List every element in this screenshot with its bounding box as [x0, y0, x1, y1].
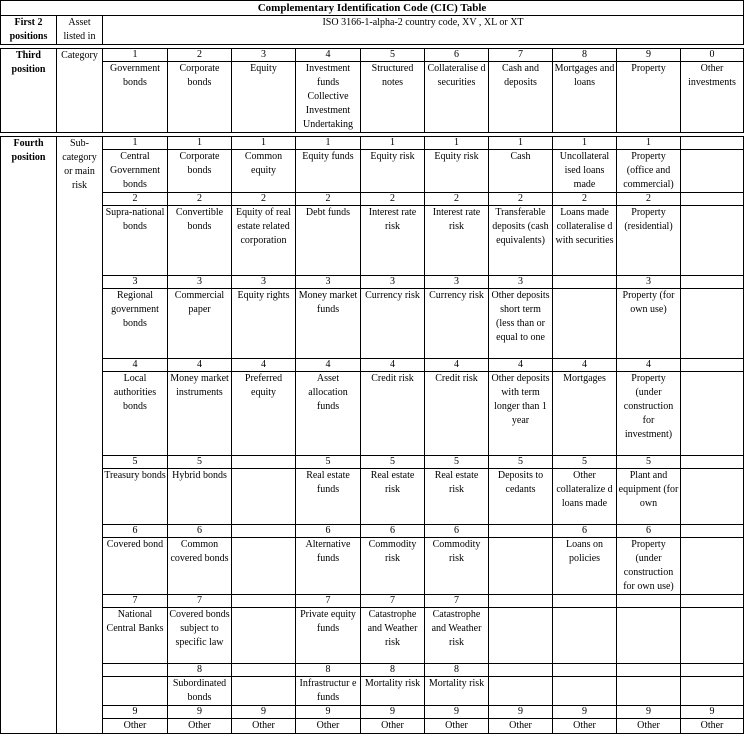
fourth-code: 6 [553, 525, 617, 538]
fourth-subcategory-name: Real estate funds [296, 469, 361, 525]
fourth-subcategory-name [232, 608, 296, 664]
fourth-subcategory-name: Transferable deposits (cash equivalents) [489, 206, 553, 276]
fourth-code [553, 595, 617, 608]
fourth-code: 9 [168, 706, 232, 719]
third-category-name: Investment funds Collective Investment Undertaking [296, 62, 361, 133]
fourth-subcategory-name: Other [296, 719, 361, 734]
third-category-name: Other investments [681, 62, 744, 133]
fourth-code: 8 [361, 664, 425, 677]
fourth-subcategory-name: Real estate risk [425, 469, 489, 525]
fourth-code: 3 [425, 276, 489, 289]
fourth-subcategory-name [232, 677, 296, 706]
fourth-code [617, 664, 681, 677]
third-code: 4 [296, 49, 361, 62]
fourth-subcategory-name: Mortality risk [361, 677, 425, 706]
fourth-code [232, 595, 296, 608]
fourth-subcategory-name: Catastrophe and Weather risk [361, 608, 425, 664]
third-code: 2 [168, 49, 232, 62]
fourth-code: 4 [617, 359, 681, 372]
third-position-label: Third position [1, 49, 57, 133]
fourth-subcategory-name: Mortgages [553, 372, 617, 456]
third-code: 5 [361, 49, 425, 62]
third-code: 3 [232, 49, 296, 62]
fourth-subcategory-name [489, 538, 553, 595]
fourth-subcategory-name [553, 608, 617, 664]
third-category-name: Structured notes [361, 62, 425, 133]
fourth-code: 2 [489, 193, 553, 206]
fourth-subcategory-name: Supra-national bonds [103, 206, 168, 276]
fourth-code: 1 [617, 137, 681, 150]
fourth-subcategory-name [681, 677, 744, 706]
fourth-code: 3 [489, 276, 553, 289]
country-code-spec: ISO 3166-1-alpha-2 country code, XV , XL or XT [103, 16, 744, 45]
fourth-code: 9 [425, 706, 489, 719]
fourth-code: 5 [425, 456, 489, 469]
third-category-name: Corporate bonds [168, 62, 232, 133]
third-category-name: Cash and deposits [489, 62, 553, 133]
fourth-subcategory-name: Plant and equipment (for own [617, 469, 681, 525]
fourth-code: 3 [617, 276, 681, 289]
fourth-subcategory-name: Money market instruments [168, 372, 232, 456]
fourth-code: 4 [553, 359, 617, 372]
fourth-code [617, 595, 681, 608]
fourth-subcategory-name: Equity rights [232, 289, 296, 359]
fourth-code: 1 [489, 137, 553, 150]
fourth-subcategory-name: Property (under construction for own use) [617, 538, 681, 595]
fourth-code: 2 [425, 193, 489, 206]
fourth-subcategory-name: Other [489, 719, 553, 734]
fourth-subcategory-name: Debt funds [296, 206, 361, 276]
third-category-name: Equity [232, 62, 296, 133]
fourth-subcategory-name: Equity risk [425, 150, 489, 193]
fourth-subcategory-name: Local authorities bonds [103, 372, 168, 456]
fourth-code: 4 [103, 359, 168, 372]
fourth-code: 6 [103, 525, 168, 538]
first-two-positions-label: First 2 positions [1, 16, 57, 45]
fourth-code [681, 525, 744, 538]
fourth-subcategory-name: Private equity funds [296, 608, 361, 664]
fourth-code: 9 [361, 706, 425, 719]
fourth-subcategory-name: National Central Banks [103, 608, 168, 664]
fourth-code: 5 [489, 456, 553, 469]
fourth-code: 6 [425, 525, 489, 538]
fourth-code [103, 664, 168, 677]
fourth-code: 1 [361, 137, 425, 150]
fourth-code: 1 [103, 137, 168, 150]
fourth-subcategory-name: Other deposits with term longer than 1 year [489, 372, 553, 456]
fourth-subcategory-name: Subordinated bonds [168, 677, 232, 706]
fourth-subcategory-name: Preferred equity [232, 372, 296, 456]
fourth-subcategory-name [617, 677, 681, 706]
fourth-subcategory-name: Money market funds [296, 289, 361, 359]
fourth-subcategory-name: Credit risk [425, 372, 489, 456]
fourth-code: 6 [296, 525, 361, 538]
table-title: Complementary Identification Code (CIC) Table [1, 1, 744, 16]
fourth-code: 1 [232, 137, 296, 150]
third-code: 7 [489, 49, 553, 62]
fourth-subcategory-name: Cash [489, 150, 553, 193]
fourth-subcategory-name: Property (residential) [617, 206, 681, 276]
fourth-subcategory-name [681, 289, 744, 359]
fourth-subcategory-name: Mortality risk [425, 677, 489, 706]
fourth-position-label: Fourth position [1, 137, 57, 734]
fourth-code: 7 [425, 595, 489, 608]
fourth-subcategory-name: Property (under construction for investment) [617, 372, 681, 456]
fourth-subcategory-name: Central Government bonds [103, 150, 168, 193]
fourth-subcategory-name: Other [617, 719, 681, 734]
category-label: Category [57, 49, 103, 133]
fourth-subcategory-name: Hybrid bonds [168, 469, 232, 525]
fourth-code [681, 456, 744, 469]
fourth-code: 6 [168, 525, 232, 538]
fourth-subcategory-name: Common covered bonds [168, 538, 232, 595]
fourth-subcategory-name [232, 469, 296, 525]
fourth-code: 2 [296, 193, 361, 206]
fourth-subcategory-name [681, 206, 744, 276]
fourth-subcategory-name: Real estate risk [361, 469, 425, 525]
third-category-name: Mortgages and loans [553, 62, 617, 133]
fourth-subcategory-name: Other [103, 719, 168, 734]
fourth-subcategory-name: Other [232, 719, 296, 734]
fourth-subcategory-name: Other deposits short term (less than or equal to one [489, 289, 553, 359]
fourth-subcategory-name: Equity funds [296, 150, 361, 193]
fourth-subcategory-name [103, 677, 168, 706]
fourth-code: 2 [617, 193, 681, 206]
third-code: 0 [681, 49, 744, 62]
fourth-code: 4 [489, 359, 553, 372]
fourth-subcategory-name: Loans on policies [553, 538, 617, 595]
fourth-code [681, 664, 744, 677]
fourth-code [553, 276, 617, 289]
fourth-subcategory-name: Other [168, 719, 232, 734]
fourth-subcategory-name: Infrastructur e funds [296, 677, 361, 706]
fourth-code [553, 664, 617, 677]
fourth-subcategory-name: Currency risk [425, 289, 489, 359]
fourth-code: 4 [296, 359, 361, 372]
fourth-code [489, 664, 553, 677]
fourth-subcategory-name [681, 150, 744, 193]
fourth-subcategory-name: Deposits to cedants [489, 469, 553, 525]
fourth-subcategory-name: Commodity risk [361, 538, 425, 595]
fourth-code: 6 [361, 525, 425, 538]
fourth-subcategory-name: Regional government bonds [103, 289, 168, 359]
fourth-subcategory-name: Common equity [232, 150, 296, 193]
fourth-code: 9 [681, 706, 744, 719]
fourth-code: 4 [425, 359, 489, 372]
fourth-subcategory-name: Corporate bonds [168, 150, 232, 193]
fourth-code: 1 [425, 137, 489, 150]
fourth-code: 9 [103, 706, 168, 719]
fourth-code [232, 456, 296, 469]
fourth-subcategory-name: Interest rate risk [425, 206, 489, 276]
fourth-code [681, 359, 744, 372]
fourth-code: 1 [553, 137, 617, 150]
fourth-code: 8 [425, 664, 489, 677]
fourth-subcategory-name: Catastrophe and Weather risk [425, 608, 489, 664]
fourth-code: 3 [103, 276, 168, 289]
fourth-subcategory-name: Uncollateral ised loans made [553, 150, 617, 193]
fourth-code: 9 [489, 706, 553, 719]
fourth-subcategory-name: Interest rate risk [361, 206, 425, 276]
fourth-code [232, 664, 296, 677]
fourth-code: 4 [232, 359, 296, 372]
fourth-code [681, 595, 744, 608]
fourth-code: 5 [553, 456, 617, 469]
third-category-name: Collateralise d securities [425, 62, 489, 133]
fourth-subcategory-name [553, 677, 617, 706]
fourth-code: 7 [296, 595, 361, 608]
fourth-code: 2 [168, 193, 232, 206]
fourth-subcategory-name: Commodity risk [425, 538, 489, 595]
fourth-subcategory-name [681, 608, 744, 664]
fourth-code: 7 [103, 595, 168, 608]
third-code: 6 [425, 49, 489, 62]
fourth-subcategory-name [681, 538, 744, 595]
fourth-code: 9 [296, 706, 361, 719]
fourth-code: 1 [296, 137, 361, 150]
fourth-position-body [1, 137, 744, 734]
fourth-subcategory-name [681, 469, 744, 525]
fourth-subcategory-name: Treasury bonds [103, 469, 168, 525]
fourth-subcategory-name: Alternative funds [296, 538, 361, 595]
fourth-code: 3 [361, 276, 425, 289]
fourth-subcategory-name [617, 608, 681, 664]
asset-listed-label: Asset listed in [57, 16, 103, 45]
fourth-code [681, 276, 744, 289]
fourth-code [232, 525, 296, 538]
fourth-code [681, 137, 744, 150]
fourth-code: 3 [296, 276, 361, 289]
fourth-code: 9 [553, 706, 617, 719]
fourth-subcategory-name: Convertible bonds [168, 206, 232, 276]
fourth-code: 5 [103, 456, 168, 469]
fourth-code: 4 [361, 359, 425, 372]
fourth-code: 2 [103, 193, 168, 206]
fourth-code: 2 [553, 193, 617, 206]
fourth-subcategory-name: Credit risk [361, 372, 425, 456]
fourth-subcategory-name: Other [553, 719, 617, 734]
subcategory-label: Sub-category or main risk [57, 137, 103, 734]
fourth-code: 5 [296, 456, 361, 469]
fourth-code: 1 [168, 137, 232, 150]
fourth-code: 6 [617, 525, 681, 538]
fourth-subcategory-name: Other [681, 719, 744, 734]
fourth-code [489, 595, 553, 608]
fourth-code: 8 [296, 664, 361, 677]
fourth-subcategory-name: Equity risk [361, 150, 425, 193]
fourth-code: 7 [168, 595, 232, 608]
fourth-subcategory-name: Property (office and commercial) [617, 150, 681, 193]
fourth-code [681, 193, 744, 206]
fourth-subcategory-name: Other [361, 719, 425, 734]
fourth-subcategory-name: Covered bond [103, 538, 168, 595]
fourth-subcategory-name: Currency risk [361, 289, 425, 359]
fourth-code: 7 [361, 595, 425, 608]
fourth-code: 9 [232, 706, 296, 719]
fourth-code [489, 525, 553, 538]
fourth-code: 3 [168, 276, 232, 289]
fourth-subcategory-name: Property (for own use) [617, 289, 681, 359]
fourth-subcategory-name [489, 608, 553, 664]
fourth-code: 9 [617, 706, 681, 719]
fourth-subcategory-name: Other collateralize d loans made [553, 469, 617, 525]
fourth-subcategory-name: Other [425, 719, 489, 734]
fourth-code: 4 [168, 359, 232, 372]
fourth-subcategory-name: Commercial paper [168, 289, 232, 359]
fourth-subcategory-name: Asset allocation funds [296, 372, 361, 456]
third-code: 1 [103, 49, 168, 62]
third-category-name: Government bonds [103, 62, 168, 133]
third-code: 9 [617, 49, 681, 62]
fourth-code: 5 [168, 456, 232, 469]
fourth-subcategory-name [489, 677, 553, 706]
fourth-code: 2 [232, 193, 296, 206]
fourth-subcategory-name: Covered bonds subject to specific law [168, 608, 232, 664]
fourth-subcategory-name [681, 372, 744, 456]
fourth-code: 5 [617, 456, 681, 469]
third-category-name: Property [617, 62, 681, 133]
fourth-code: 5 [361, 456, 425, 469]
fourth-code: 2 [361, 193, 425, 206]
third-code: 8 [553, 49, 617, 62]
fourth-subcategory-name: Equity of real estate related corporation [232, 206, 296, 276]
fourth-subcategory-name: Loans made collateralise d with securities [553, 206, 617, 276]
fourth-subcategory-name [553, 289, 617, 359]
fourth-code: 3 [232, 276, 296, 289]
fourth-code: 8 [168, 664, 232, 677]
fourth-subcategory-name [232, 538, 296, 595]
